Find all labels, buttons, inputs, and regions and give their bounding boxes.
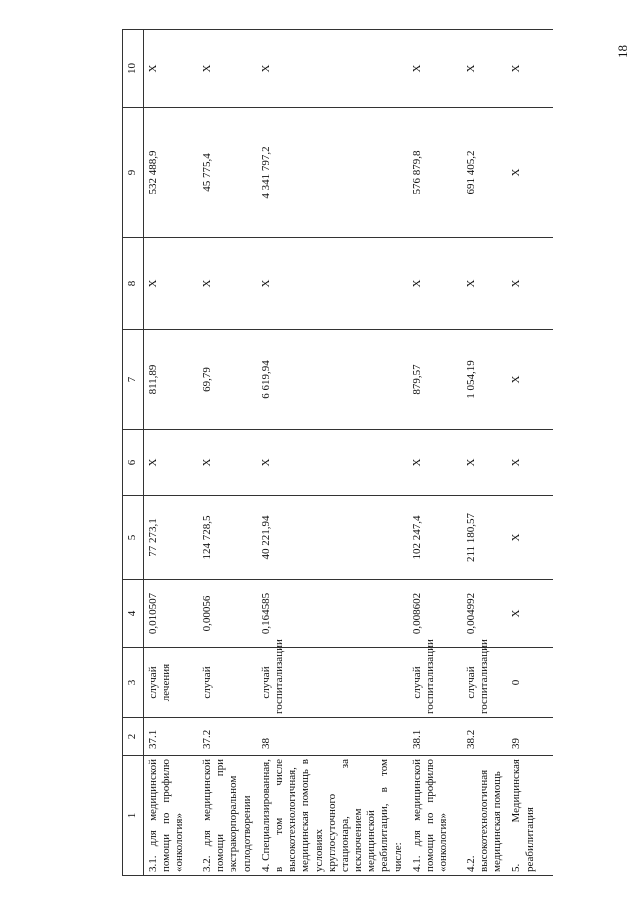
page-number: 18 <box>615 45 630 58</box>
cell-line-number: 38.1 <box>408 718 462 756</box>
table-row <box>257 30 408 876</box>
cell-value: X <box>257 238 408 330</box>
cell-value: 6 619,94 <box>257 330 408 430</box>
cell-value: 1 054,19 <box>462 330 508 430</box>
cell-name: 3.2. для медицинской помощи при экстракорпоральном оплодотворении <box>198 756 257 876</box>
financing-table <box>122 29 553 876</box>
cell-value: X <box>408 430 462 496</box>
cell-value: 0,164585 <box>257 580 408 648</box>
cell-value: X <box>408 30 462 108</box>
cell-name: 5. Медицинская реабилитация <box>507 756 553 876</box>
cell-line-number: 38 <box>257 718 408 756</box>
cell-value: 879,57 <box>408 330 462 430</box>
cell-name: 4.1. для медицинской помощи по профилю «онкология» <box>408 756 462 876</box>
cell-value: 576 879,8 <box>408 108 462 238</box>
col-header-8: 8 <box>123 238 144 330</box>
col-header-1: 1 <box>123 756 144 876</box>
col-header-9: 9 <box>123 108 144 238</box>
cell-value: X <box>507 580 553 648</box>
cell-value: X <box>408 238 462 330</box>
table-row <box>462 30 508 876</box>
cell-value: X <box>144 30 199 108</box>
table-row <box>507 30 553 876</box>
cell-value: 4 341 797,2 <box>257 108 408 238</box>
table-row <box>144 30 199 876</box>
cell-value: 40 221,94 <box>257 496 408 580</box>
cell-name: 3.1. для медицинской помощи по профилю «онкология» <box>144 756 199 876</box>
cell-value: X <box>507 108 553 238</box>
cell-value: X <box>198 238 257 330</box>
col-header-4: 4 <box>123 580 144 648</box>
col-header-6: 6 <box>123 430 144 496</box>
cell-value: 77 273,1 <box>144 496 199 580</box>
cell-value: X <box>507 238 553 330</box>
cell-line-number: 39 <box>507 718 553 756</box>
cell-value: 0,008602 <box>408 580 462 648</box>
cell-value: X <box>198 430 257 496</box>
cell-value: 211 180,57 <box>462 496 508 580</box>
col-header-5: 5 <box>123 496 144 580</box>
cell-unit: 0 <box>507 648 553 718</box>
cell-value: 45 775,4 <box>198 108 257 238</box>
cell-line-number: 38.2 <box>462 718 508 756</box>
cell-line-number: 37.1 <box>144 718 199 756</box>
col-header-10: 10 <box>123 30 144 108</box>
table-row <box>408 30 462 876</box>
cell-name: 4. Специализированная, в том числе высокотехнологичная, медицинская помощь в условиях круглосуточного стационара, за исключением медицинской реабилитации, в том числе: <box>257 756 408 876</box>
cell-value: X <box>257 430 408 496</box>
cell-line-number: 37.2 <box>198 718 257 756</box>
col-header-3: 3 <box>123 648 144 718</box>
cell-value: 102 247,4 <box>408 496 462 580</box>
col-header-7: 7 <box>123 330 144 430</box>
cell-value: X <box>462 238 508 330</box>
cell-unit: случай <box>198 648 257 718</box>
cell-name: 4.2. высокотехнологичная медицинская помощь <box>462 756 508 876</box>
cell-value: 0,00056 <box>198 580 257 648</box>
cell-value: 124 728,5 <box>198 496 257 580</box>
cell-value: X <box>198 30 257 108</box>
cell-value: 811,89 <box>144 330 199 430</box>
cell-value: X <box>507 330 553 430</box>
cell-value: 691 405,2 <box>462 108 508 238</box>
cell-value: X <box>257 30 408 108</box>
cell-value: X <box>507 430 553 496</box>
cell-unit: случай лечения <box>144 648 199 718</box>
cell-value: X <box>462 430 508 496</box>
rotated-page <box>122 30 552 876</box>
cell-value: 0,010507 <box>144 580 199 648</box>
table-row <box>198 30 257 876</box>
cell-value: X <box>144 238 199 330</box>
cell-value: 69,79 <box>198 330 257 430</box>
cell-value: 0,004992 <box>462 580 508 648</box>
cell-unit: случай госпитализации <box>257 648 408 718</box>
cell-value: X <box>507 30 553 108</box>
cell-value: X <box>507 496 553 580</box>
col-header-2: 2 <box>123 718 144 756</box>
cell-value: X <box>144 430 199 496</box>
cell-value: 532 488,9 <box>144 108 199 238</box>
cell-value: X <box>462 30 508 108</box>
cell-unit: случай госпитализации <box>408 648 462 718</box>
header-row <box>123 30 144 876</box>
cell-unit: случай госпитализации <box>462 648 508 718</box>
